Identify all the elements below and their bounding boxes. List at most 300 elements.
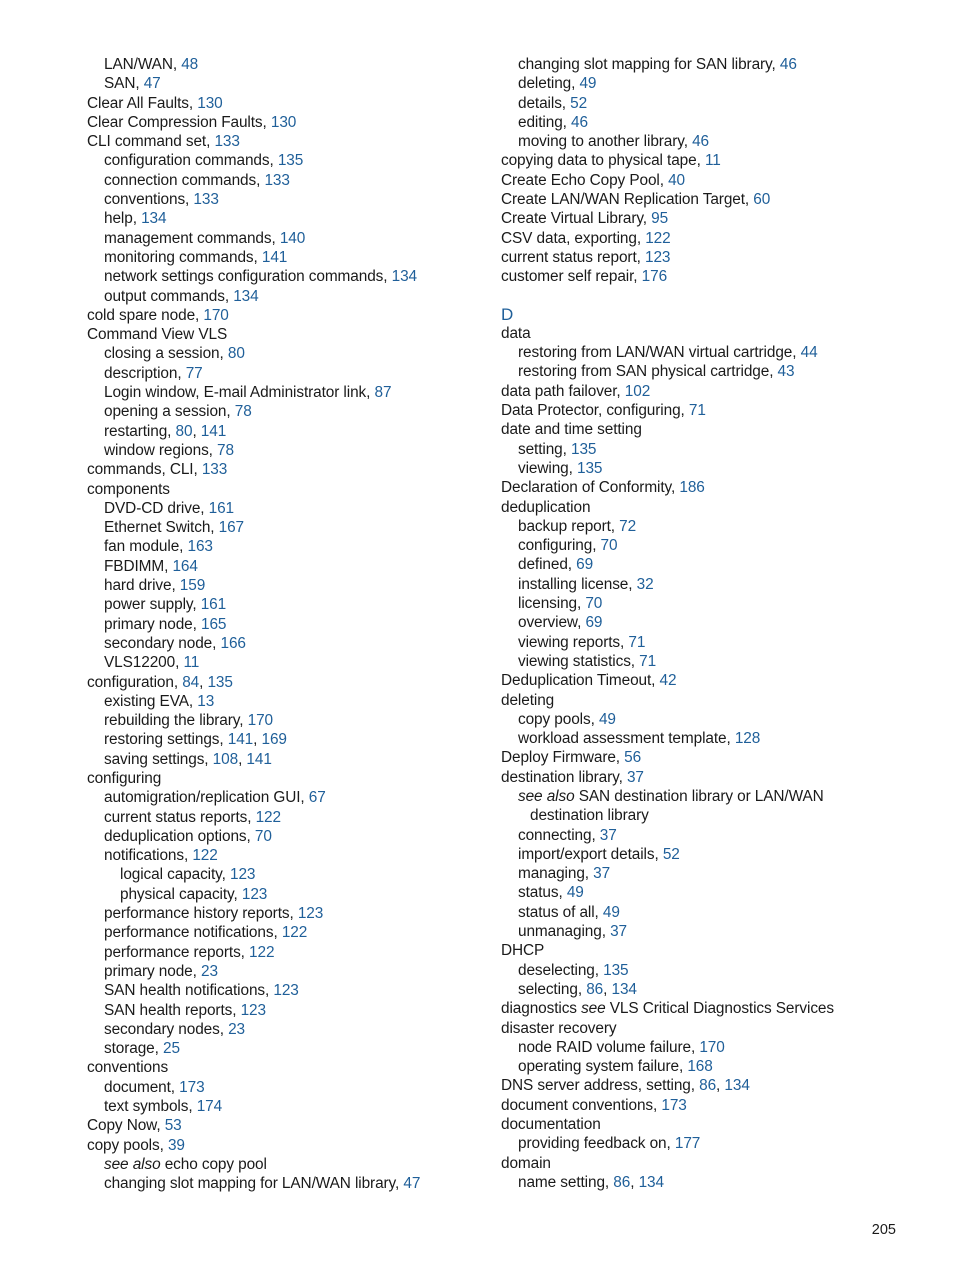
page-link[interactable]: 123 (240, 1001, 266, 1019)
index-term: diagnostics (501, 1000, 582, 1018)
page-link[interactable]: 133 (201, 461, 228, 479)
page-link[interactable]: 173 (661, 1096, 687, 1114)
page-link[interactable]: 48 (181, 56, 199, 73)
index-term: hard drive, (104, 577, 180, 595)
index-term: Clear Compression Faults, (87, 113, 271, 131)
page-link[interactable]: 174 (196, 1098, 223, 1116)
index-term: DHCP (501, 942, 545, 960)
index-term: secondary node, (104, 634, 221, 652)
index-term: selecting, (518, 980, 587, 998)
page-link[interactable]: 128 (734, 730, 761, 748)
page-link[interactable]: 176 (641, 268, 668, 286)
page-link[interactable]: 122 (281, 924, 308, 942)
index-subentry (87, 537, 487, 556)
index-entry (501, 209, 901, 228)
page-link[interactable]: 86 (613, 1173, 631, 1191)
page-link[interactable]: 56 (624, 749, 642, 767)
page-link[interactable]: 141 (227, 731, 254, 749)
index-term: FBDIMM, (104, 557, 173, 575)
index-term: secondary nodes, (104, 1020, 229, 1038)
page-link[interactable]: 163 (187, 538, 213, 556)
page-link[interactable]: 135 (576, 459, 603, 477)
index-subentry (501, 729, 901, 748)
page-link[interactable]: 123 (644, 248, 671, 266)
index-subentry (501, 55, 901, 74)
index-entry (501, 768, 901, 787)
index-term: status of all, (518, 903, 603, 921)
index-subentry (501, 883, 901, 902)
page-link[interactable]: 40 (668, 171, 686, 189)
index-term: copy pools, (518, 710, 599, 728)
index-subentry: selecting, 86, 134 (518, 980, 637, 998)
index-term: restoring from SAN physical cartridge, (518, 363, 778, 381)
index-term: help, (104, 210, 142, 228)
index-term: SAN, (104, 75, 144, 93)
index-subentry (87, 248, 487, 267)
page-link[interactable]: 168 (687, 1058, 713, 1076)
index-term: Data Protector, configuring, (501, 402, 689, 420)
page-link[interactable]: 37 (610, 923, 627, 941)
page-link[interactable]: 130 (197, 94, 223, 112)
index-term: backup report, (518, 517, 620, 535)
index-subentry (501, 575, 901, 594)
index-term: restoring from LAN/WAN virtual cartridge, (518, 344, 801, 362)
page-link[interactable]: 11 (183, 654, 200, 672)
index-term: connecting, (518, 826, 600, 844)
index-column-left (87, 55, 487, 1194)
index-term: notifications, (104, 847, 193, 865)
page-link[interactable]: 44 (800, 344, 818, 362)
page-link[interactable]: 123 (297, 905, 324, 923)
index-entry (501, 691, 901, 710)
index-subentry: name setting, 86, 134 (518, 1173, 664, 1191)
index-entry (501, 267, 901, 286)
index-term: logical capacity, (120, 866, 230, 884)
index-term: deselecting, (518, 961, 604, 979)
index-term: document, (104, 1078, 180, 1096)
index-term: saving settings, (104, 750, 213, 768)
index-term: managing, (518, 865, 594, 883)
page-link[interactable]: 78 (217, 441, 234, 459)
index-subentry: saving settings, 108, 141 (104, 750, 272, 768)
page-link[interactable]: 70 (600, 537, 618, 555)
index-entry (87, 306, 487, 325)
index-subentry (87, 190, 487, 209)
index-subentry (87, 518, 487, 537)
index-term: viewing, (518, 459, 577, 477)
index-term: conventions (87, 1059, 169, 1077)
page-link[interactable]: 80 (227, 345, 245, 363)
page-link[interactable]: 11 (704, 152, 721, 170)
page-link[interactable]: 169 (261, 731, 287, 749)
index-subentry (87, 229, 487, 248)
index-term: performance reports, (104, 943, 250, 961)
page-link[interactable]: 71 (628, 633, 646, 651)
page-link[interactable]: 122 (192, 847, 218, 865)
index-term: components (87, 480, 170, 498)
index-term: commands, CLI, (87, 461, 202, 479)
page-link[interactable]: 141 (200, 422, 227, 440)
index-subentry (87, 943, 487, 962)
index-subentry (501, 94, 901, 113)
page-link[interactable]: 43 (777, 363, 795, 381)
index-term: VLS12200, (104, 654, 184, 672)
page-link[interactable]: 49 (598, 710, 616, 728)
index-subentry (501, 555, 901, 574)
page-link[interactable]: 49 (602, 903, 620, 921)
page-link[interactable]: 25 (163, 1040, 180, 1058)
index-term: window regions, (104, 441, 218, 459)
index-entry (87, 113, 487, 132)
index-term: workload assessment template, (518, 730, 735, 748)
index-term: restoring settings, (104, 731, 228, 749)
index-subentry (87, 151, 487, 170)
index-entry (501, 229, 901, 248)
index-subentry (87, 692, 487, 711)
page-link[interactable]: 134 (233, 287, 259, 305)
page-link[interactable]: 134 (141, 210, 167, 228)
index-entry (501, 671, 901, 690)
index-subentry (87, 808, 487, 827)
index-term: import/export details, (518, 845, 663, 863)
index-subentry (501, 1134, 901, 1153)
see-label: see (581, 1000, 606, 1018)
page-link[interactable]: 122 (249, 943, 275, 961)
index-entry (87, 480, 487, 499)
index-subentry (501, 826, 901, 845)
page-link[interactable]: 140 (279, 229, 306, 247)
page-link[interactable]: 53 (164, 1117, 182, 1135)
index-subentry (87, 287, 487, 306)
index-subentry (87, 904, 487, 923)
index-entry (501, 420, 901, 439)
index-subentry: restoring settings, 141, 169 (104, 731, 287, 749)
index-subentry (501, 459, 901, 478)
index-term: automigration/replication GUI, (104, 789, 309, 807)
page-link[interactable]: 69 (585, 614, 603, 632)
page-link[interactable]: 80 (175, 422, 193, 440)
index-term: output commands, (104, 287, 234, 305)
index-term: disaster recovery (501, 1019, 617, 1037)
index-entry (501, 478, 901, 497)
index-term: changing slot mapping for LAN/WAN library, (104, 1175, 404, 1193)
index-subentry (87, 962, 487, 981)
index-entry (87, 1116, 487, 1135)
index-entry (501, 1115, 901, 1134)
index-subentry (501, 362, 901, 381)
page-link[interactable]: 67 (308, 789, 326, 807)
index-term: SAN destination library or LAN/WAN (574, 787, 824, 805)
page-link[interactable]: 72 (619, 517, 637, 535)
index-subentry (87, 557, 487, 576)
index-term: current status report, (501, 248, 645, 266)
page-link[interactable]: 23 (228, 1020, 245, 1038)
index-term: defined, (518, 556, 577, 574)
index-term: installing license, (518, 575, 637, 593)
index-term: domain (501, 1154, 551, 1172)
page-link[interactable]: 135 (571, 440, 597, 458)
index-term: power supply, (104, 596, 201, 614)
page-link[interactable]: 32 (636, 575, 654, 593)
index-subentry (87, 788, 487, 807)
index-term: Clear All Faults, (87, 94, 198, 112)
page-link[interactable]: 135 (207, 673, 233, 691)
index-subentry (501, 113, 901, 132)
page-link[interactable]: 49 (579, 75, 597, 93)
index-subentry (501, 633, 901, 652)
index-entry (501, 151, 901, 170)
index-term: document conventions, (501, 1096, 662, 1114)
index-entry-continuation (501, 806, 901, 825)
page-link[interactable]: 123 (241, 885, 268, 903)
see-also-label: see also (104, 1155, 161, 1173)
index-term: Login window, E-mail Administrator link, (104, 384, 375, 402)
page-link[interactable]: 122 (255, 808, 281, 826)
index-term: fan module, (104, 538, 188, 556)
index-entry (501, 999, 901, 1018)
index-term: text symbols, (104, 1098, 197, 1116)
index-subentry (87, 711, 487, 730)
index-term: Deduplication Timeout, (501, 672, 660, 690)
page-link[interactable]: 135 (603, 961, 629, 979)
index-term: monitoring commands, (104, 248, 262, 266)
page-number: 205 (871, 1222, 896, 1238)
page-link[interactable]: 52 (570, 94, 588, 112)
index-subentry (87, 865, 487, 884)
index-subentry (501, 903, 901, 922)
index-term: overview, (518, 614, 586, 632)
index-term: configuring, (518, 537, 601, 555)
index-term: Command View VLS (87, 326, 228, 344)
index-term: licensing, (518, 595, 586, 613)
index-term: date and time setting (501, 421, 642, 439)
index-subentry (501, 922, 901, 941)
page-link[interactable]: 130 (270, 113, 297, 131)
page-link[interactable]: 49 (566, 884, 584, 902)
index-term: rebuilding the library, (104, 712, 248, 730)
index-subentry (87, 653, 487, 672)
see-target: VLS Critical Diagnostics Services (605, 1000, 834, 1018)
page-link[interactable]: 134 (638, 1173, 664, 1191)
index-entry (501, 190, 901, 209)
index-term: performance notifications, (104, 924, 282, 942)
page-link[interactable]: 164 (172, 557, 198, 575)
page-link[interactable]: 170 (699, 1038, 725, 1056)
page-link[interactable]: 37 (599, 826, 617, 844)
index-subentry (87, 885, 487, 904)
index-subentry (87, 595, 487, 614)
index-subentry (87, 171, 487, 190)
index-term: name setting, (518, 1173, 614, 1191)
index-subentry (87, 827, 487, 846)
index-term: CSV data, exporting, (501, 229, 646, 247)
index-term: viewing statistics, (518, 652, 640, 670)
index-subentry (501, 517, 901, 536)
page-link[interactable]: 70 (585, 595, 603, 613)
index-term: Create LAN/WAN Replication Target, (501, 191, 754, 209)
index-subentry (87, 1097, 487, 1116)
page-link[interactable]: 42 (659, 672, 677, 690)
page-link[interactable]: 134 (611, 980, 637, 998)
index-subentry (87, 981, 487, 1000)
index-term: DVD-CD drive, (104, 499, 209, 517)
page-link[interactable]: 173 (179, 1078, 205, 1096)
index-subentry (87, 634, 487, 653)
index-term: management commands, (104, 229, 280, 247)
page-link[interactable]: 166 (220, 634, 246, 652)
page-link[interactable]: 123 (229, 866, 256, 884)
index-subentry (501, 1038, 901, 1057)
index-subentry (87, 1020, 487, 1039)
index-subentry (87, 441, 487, 460)
page-link[interactable]: 134 (391, 268, 417, 286)
page-link[interactable]: 186 (679, 479, 705, 497)
index-subentry (87, 1174, 487, 1193)
index-term: primary node, (104, 615, 201, 633)
page-link[interactable]: 86 (586, 980, 604, 998)
page-link[interactable]: 84 (182, 673, 200, 691)
index-term: node RAID volume failure, (518, 1038, 700, 1056)
page-link[interactable]: 47 (403, 1175, 421, 1193)
index-subentry (501, 864, 901, 883)
index-term: echo copy pool (160, 1155, 267, 1173)
index-subentry (87, 267, 487, 286)
page-link[interactable]: 102 (624, 382, 651, 400)
page-link[interactable]: 159 (179, 577, 206, 595)
index-subentry (87, 1155, 487, 1174)
index-entry (87, 1136, 487, 1155)
index-subentry (87, 364, 487, 383)
page-link[interactable]: 39 (167, 1136, 185, 1154)
index-entry (501, 324, 901, 343)
index-term: Ethernet Switch, (104, 519, 219, 537)
page-link[interactable]: 123 (273, 982, 299, 1000)
index-term: closing a session, (104, 345, 228, 363)
index-term: SAN health notifications, (104, 982, 274, 1000)
index-term: LAN/WAN, (104, 56, 182, 73)
page-link[interactable]: 70 (254, 827, 272, 845)
index-column-right (501, 55, 901, 1192)
page-link[interactable]: 161 (200, 596, 227, 614)
index-entry (501, 498, 901, 517)
index-subentry (87, 74, 487, 93)
page-link[interactable]: 141 (246, 750, 272, 768)
page-link[interactable]: 161 (208, 499, 235, 517)
page-link[interactable]: 133 (214, 133, 240, 151)
index-term: details, (518, 94, 571, 112)
index-subentry (501, 440, 901, 459)
page-link[interactable]: 122 (645, 229, 671, 247)
index-entry (87, 94, 487, 113)
index-term: customer self repair, (501, 268, 642, 286)
page-link[interactable]: 86 (699, 1077, 717, 1095)
page-link[interactable]: 46 (779, 56, 797, 73)
index-entry: DNS server address, setting, 86, 134 (501, 1077, 750, 1095)
index-term: moving to another library, (518, 133, 693, 151)
index-entry (87, 132, 487, 151)
index-subentry (87, 1001, 487, 1020)
see-also-label: see also (518, 787, 575, 805)
index-term: connection commands, (104, 171, 265, 189)
page-link[interactable]: 69 (576, 556, 594, 574)
index-term: performance history reports, (104, 905, 298, 923)
page-link[interactable]: 141 (261, 248, 288, 266)
index-subentry (501, 594, 901, 613)
index-term: deleting (501, 691, 555, 709)
page-link[interactable]: 37 (626, 768, 644, 786)
index-subentry (501, 132, 901, 151)
index-term: documentation (501, 1116, 601, 1134)
index-subentry (501, 787, 901, 806)
page-link[interactable]: 170 (203, 306, 229, 324)
index-subentry (87, 383, 487, 402)
page-link[interactable]: 133 (193, 191, 219, 209)
page-link[interactable]: 37 (593, 865, 611, 883)
index-entry (501, 171, 901, 190)
page-link[interactable]: 95 (651, 210, 669, 228)
page-link[interactable]: 135 (277, 152, 304, 170)
index-term: primary node, (104, 962, 201, 980)
page-link[interactable]: 165 (200, 615, 227, 633)
index-entry (87, 769, 487, 788)
page-link[interactable]: 47 (143, 75, 161, 93)
index-term: copy pools, (87, 1136, 168, 1154)
page-link[interactable]: 60 (753, 191, 771, 209)
index-term: existing EVA, (104, 692, 198, 710)
index-subentry (501, 845, 901, 864)
index-subentry (501, 536, 901, 555)
index-entry (87, 325, 487, 344)
page-link[interactable]: 13 (197, 692, 215, 710)
page-link[interactable]: 134 (724, 1077, 750, 1095)
index-term: status, (518, 884, 567, 902)
index-subentry (87, 499, 487, 518)
page-link[interactable]: 170 (247, 712, 273, 730)
index-term: data path failover, (501, 382, 625, 400)
index-term: deduplication (501, 498, 591, 516)
index-term: editing, (518, 113, 572, 131)
index-term: configuring (87, 769, 162, 787)
index-term: Declaration of Conformity, (501, 479, 680, 497)
index-subentry (501, 343, 901, 362)
index-entry (501, 1096, 901, 1115)
index-term: unmanaging, (518, 923, 611, 941)
page-link[interactable]: 46 (571, 113, 588, 131)
page-link[interactable]: 78 (234, 403, 252, 421)
page-link[interactable]: 133 (264, 171, 290, 189)
index-entry (501, 941, 901, 960)
index-subentry (87, 344, 487, 363)
page-link[interactable]: 71 (688, 402, 706, 420)
index-term: providing feedback on, (518, 1135, 675, 1153)
index-term: destination library (530, 807, 649, 825)
page-link[interactable]: 23 (200, 962, 218, 980)
page-link[interactable]: 71 (639, 652, 657, 670)
page-link[interactable]: 87 (374, 384, 392, 402)
index-entry (501, 1154, 901, 1173)
index-term: copying data to physical tape, (501, 152, 705, 170)
page-link[interactable]: 177 (674, 1135, 701, 1153)
page-link[interactable]: 108 (212, 750, 239, 768)
page-link[interactable]: 167 (218, 519, 245, 537)
index-term: Deploy Firmware, (501, 749, 625, 767)
index-subentry (87, 209, 487, 228)
index-term: Create Virtual Library, (501, 210, 652, 228)
index-entry (501, 248, 901, 267)
page-link[interactable]: 77 (185, 364, 203, 382)
page-link[interactable]: 46 (692, 133, 710, 151)
page-link[interactable]: 52 (662, 845, 680, 863)
